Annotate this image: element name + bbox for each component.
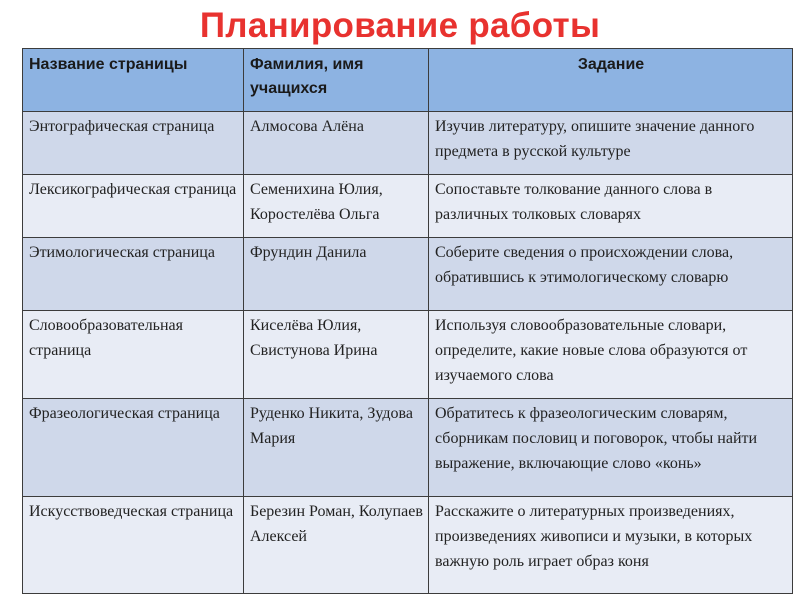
cell-page-name: Этимологическая страница bbox=[23, 238, 244, 311]
header-students: Фамилия, имя учащихся bbox=[244, 49, 429, 112]
cell-students: Киселёва Юлия, Свистунова Ирина bbox=[244, 311, 429, 399]
cell-students: Фрундин Данила bbox=[244, 238, 429, 311]
table-row bbox=[23, 175, 793, 238]
table-header-row bbox=[23, 49, 793, 112]
cell-task: Сопоставьте толкование данного слова в различных толковых словарях bbox=[429, 175, 793, 238]
table-row bbox=[23, 238, 793, 311]
cell-task: Обратитесь к фразеологическим словарям, сборникам пословиц и поговорок, чтобы найти выражение, включающие слово «конь» bbox=[429, 399, 793, 497]
table-row bbox=[23, 399, 793, 497]
header-page-name: Название страницы bbox=[23, 49, 244, 112]
planning-table bbox=[22, 48, 793, 594]
cell-page-name: Словообразовательная страница bbox=[23, 311, 244, 399]
page-title: Планирование работы bbox=[199, 6, 601, 45]
table-row bbox=[23, 112, 793, 175]
cell-task: Соберите сведения о происхождении слова, обратившись к этимологическому словарю bbox=[429, 238, 793, 311]
cell-students: Алмосова Алёна bbox=[244, 112, 429, 175]
cell-page-name: Фразеологическая страница bbox=[23, 399, 244, 497]
cell-task: Изучив литературу, опишите значение данного предмета в русской культуре bbox=[429, 112, 793, 175]
cell-students: Руденко Никита, Зудова Мария bbox=[244, 399, 429, 497]
cell-task: Используя словообразовательные словари, определите, какие новые слова образуются от изучаемого слова bbox=[429, 311, 793, 399]
cell-task: Расскажите о литературных произведениях, произведениях живописи и музыки, в которых важную роль играет образ коня bbox=[429, 497, 793, 594]
cell-page-name: Энтографическая страница bbox=[23, 112, 244, 175]
table-row bbox=[23, 497, 793, 594]
cell-page-name: Лексикографическая страница bbox=[23, 175, 244, 238]
cell-students: Семенихина Юлия, Коростелёва Ольга bbox=[244, 175, 429, 238]
table-row bbox=[23, 311, 793, 399]
cell-students: Березин Роман, Колупаев Алексей bbox=[244, 497, 429, 594]
header-task: Задание bbox=[429, 49, 793, 112]
cell-page-name: Искусствоведческая страница bbox=[23, 497, 244, 594]
